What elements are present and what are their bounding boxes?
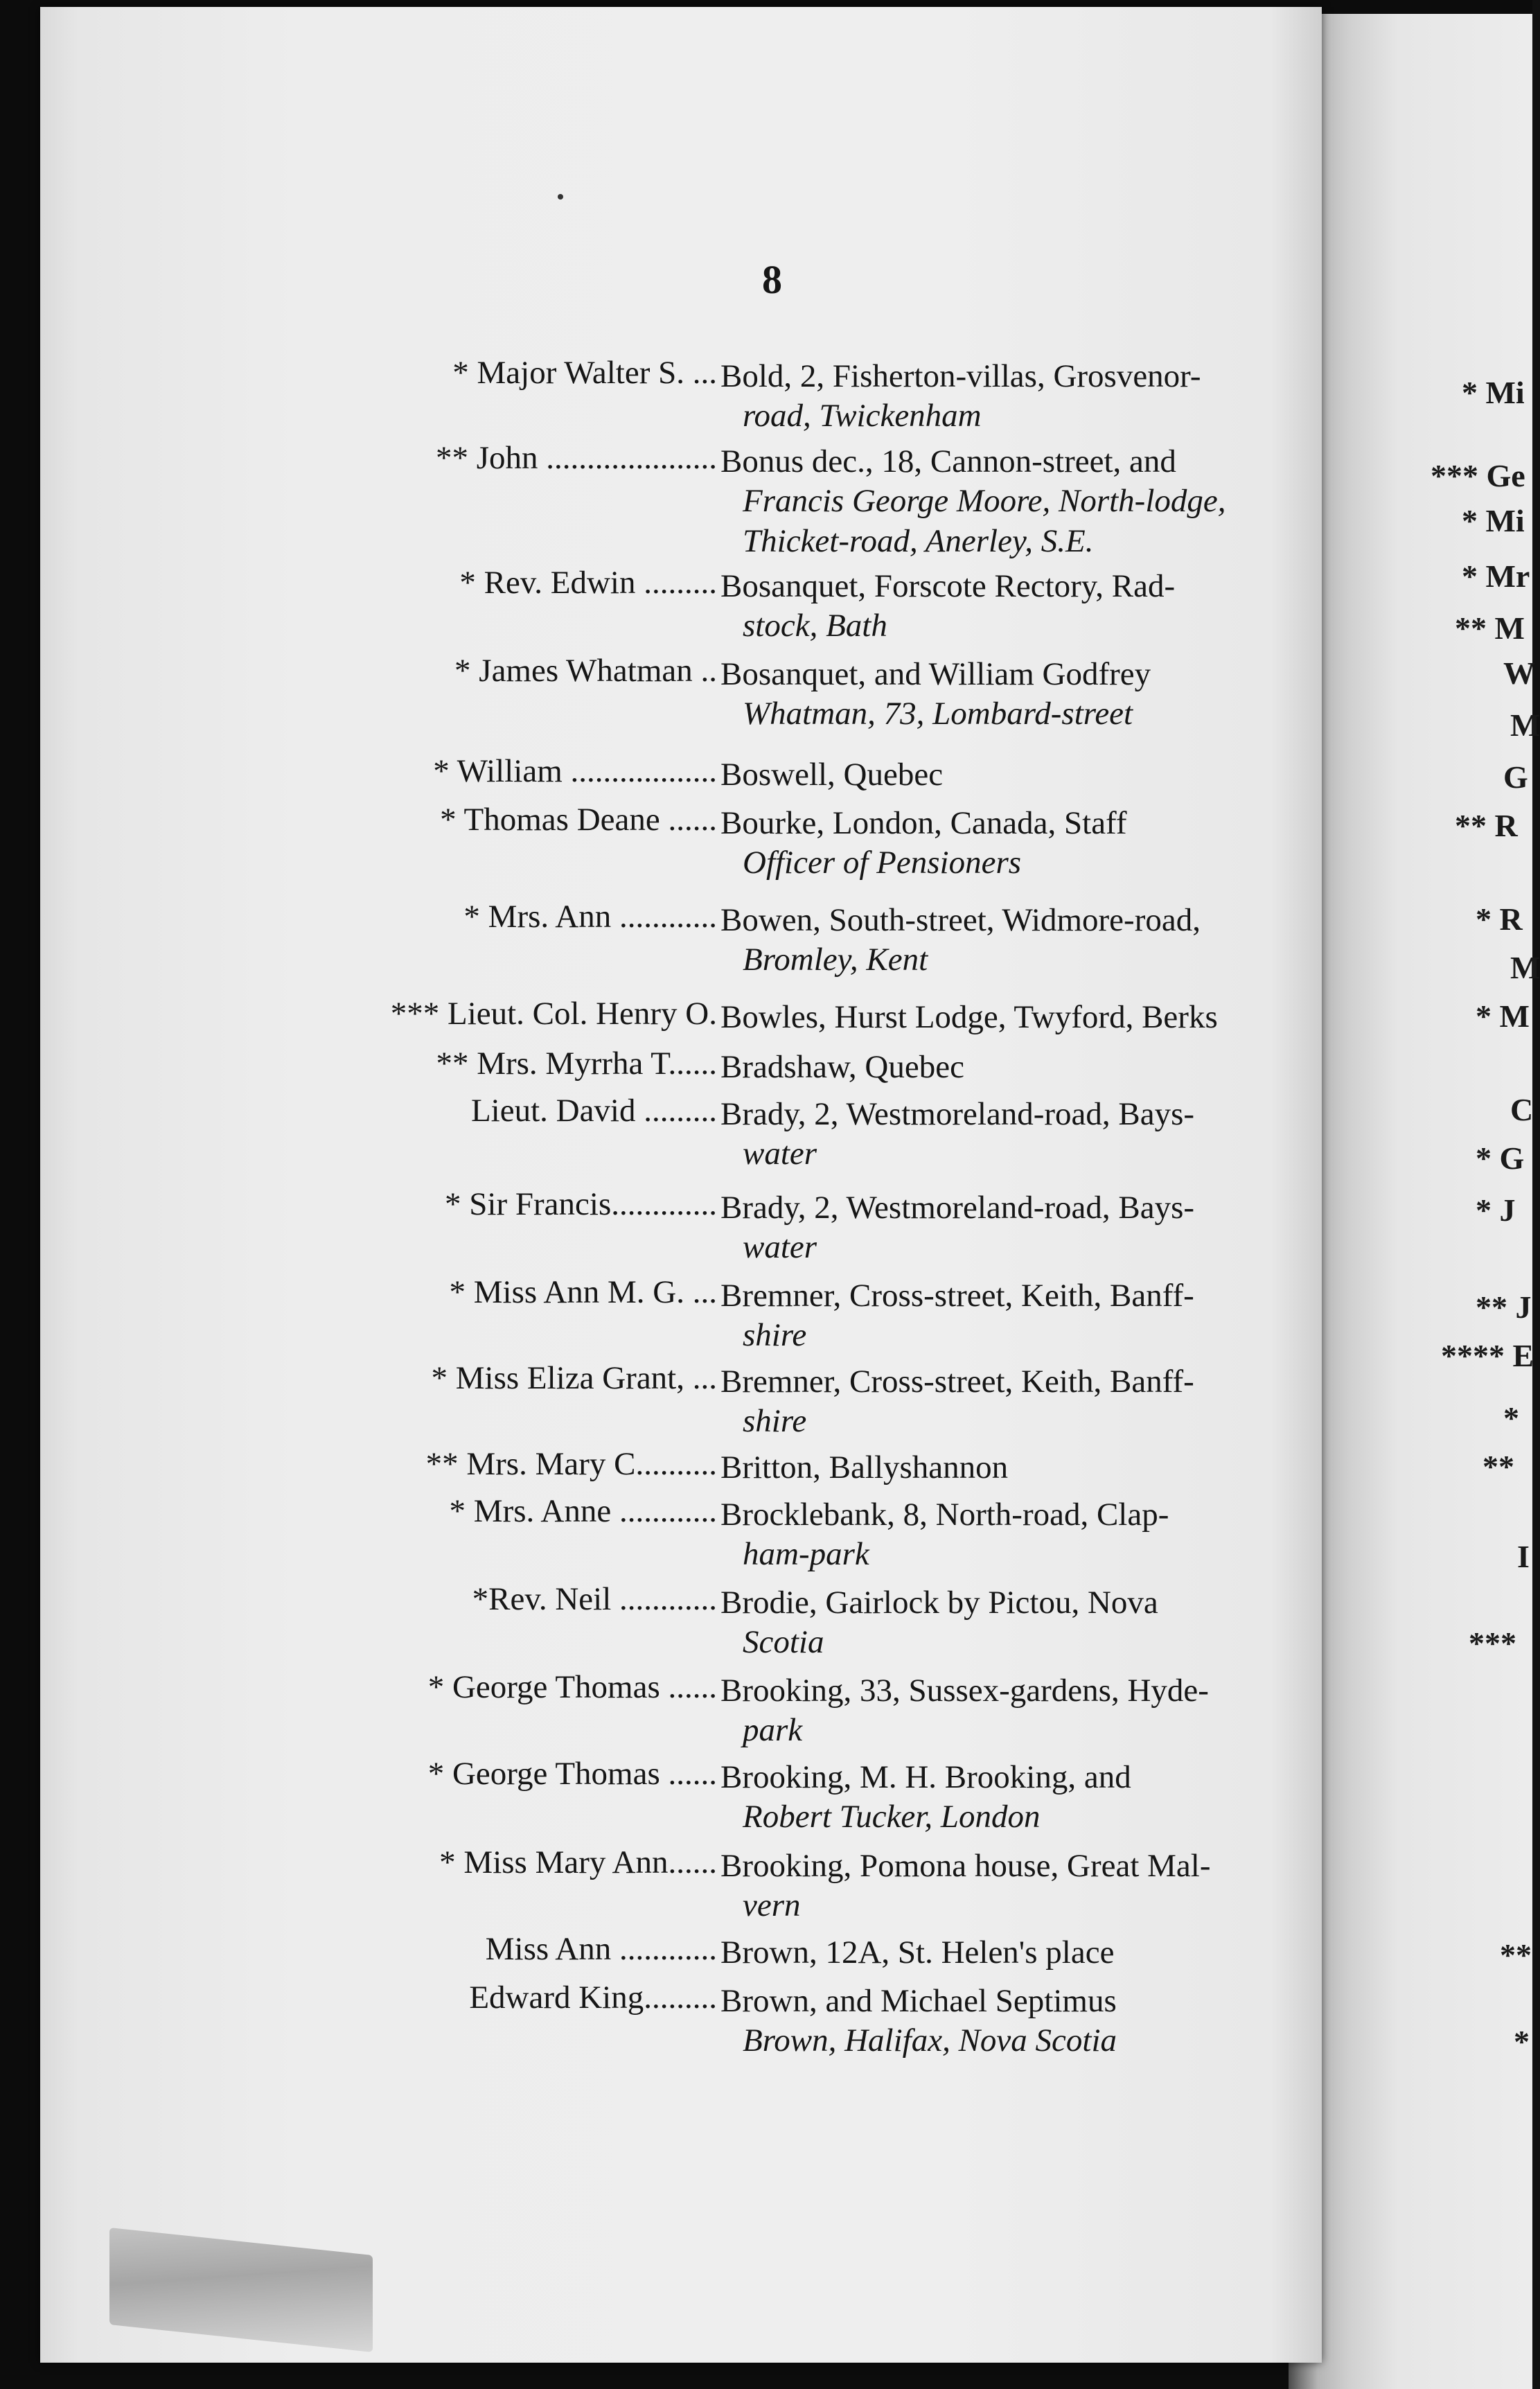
given-name: * Miss Mary Ann...... [439, 1844, 717, 1880]
address-line: Brown, and Michael Septimus [720, 1983, 1117, 2019]
given-name: * George Thomas ...... [427, 1669, 717, 1705]
given-name: * George Thomas ...... [427, 1756, 717, 1792]
address-line: Brown, 12A, St. Helen's place [720, 1934, 1115, 1971]
surname-address [720, 1846, 1289, 1926]
next-page-fragment: * R [1476, 901, 1523, 937]
next-page-fragment: * [1514, 2024, 1530, 2059]
surname-address [720, 1095, 1289, 1174]
address-line: Whatman, 73, Lombard-street [743, 696, 1133, 732]
surname-address [720, 1495, 1289, 1575]
surname-address [720, 1982, 1289, 2061]
address-line: park [743, 1712, 803, 1749]
next-page-fragment: * [1503, 1400, 1519, 1436]
address-line: Bromley, Kent [743, 942, 928, 978]
address-line: Thicket-road, Anerley, S.E. [743, 522, 1094, 559]
address-line: ham-park [743, 1536, 869, 1573]
given-name: ** Mrs. Mary C.......... [425, 1446, 717, 1482]
surname-address [720, 901, 1289, 980]
given-name: ** Mrs. Myrrha T...... [436, 1046, 717, 1082]
given-name: * Sir Francis............. [445, 1186, 717, 1222]
address-line: Bowen, South-street, Widmore-road, [720, 902, 1201, 938]
next-page-fragment: M [1510, 950, 1540, 985]
next-page-fragment: * J [1476, 1192, 1516, 1228]
surname-address [720, 1758, 1289, 1837]
address-line: road, Twickenham [743, 398, 982, 434]
address-line: Britton, Ballyshannon [720, 1449, 1009, 1486]
given-name: * Miss Ann M. G. ... [449, 1274, 717, 1310]
surname-address [720, 1671, 1289, 1751]
address-line: Brooking, 33, Sussex-gardens, Hyde- [720, 1673, 1209, 1709]
next-page-fragment: **** E [1441, 1338, 1534, 1373]
given-name: * William .................. [433, 753, 717, 789]
address-line: Boswell, Quebec [720, 757, 944, 793]
address-line: Scotia [743, 1624, 824, 1661]
next-page-fragment: ** M [1455, 610, 1525, 646]
address-line: Bremner, Cross-street, Keith, Banff- [720, 1364, 1194, 1400]
address-line: Bosanquet, Forscote Rectory, Rad- [720, 568, 1176, 604]
address-line: Brocklebank, 8, North-road, Clap- [720, 1497, 1169, 1533]
address-line: Brodie, Gairlock by Pictou, Nova [720, 1585, 1158, 1621]
address-line: Brown, Halifax, Nova Scotia [743, 2022, 1117, 2059]
surname-address [720, 567, 1289, 646]
given-name: ** John ..................... [435, 440, 717, 476]
next-page-fragment: I [1517, 1539, 1530, 1574]
given-name: * Mrs. Anne ............ [449, 1493, 717, 1529]
given-name: * Rev. Edwin ......... [459, 565, 717, 601]
given-name: Miss Ann ............ [485, 1931, 717, 1967]
given-name: * Thomas Deane ...... [440, 802, 717, 838]
address-line: Brooking, Pomona house, Great Mal- [720, 1848, 1211, 1884]
next-page-fragment: ** R [1455, 808, 1518, 843]
next-page-fragment: G [1503, 759, 1528, 795]
next-page-fragment: C [1510, 1092, 1534, 1127]
surname-address [720, 442, 1289, 561]
surname-address [720, 998, 1289, 1037]
given-name: *Rev. Neil ............ [472, 1581, 717, 1617]
address-line: stock, Bath [743, 608, 887, 644]
surname-address [720, 655, 1289, 734]
next-page-fragment: * M [1476, 998, 1530, 1034]
address-line: shire [743, 1317, 807, 1354]
given-name: Edward King......... [469, 1980, 717, 2016]
address-line: Bradshaw, Quebec [720, 1049, 964, 1085]
next-page-fragment: * Mi [1462, 503, 1525, 538]
surname-address [720, 755, 1289, 795]
address-line: water [743, 1136, 817, 1172]
next-page-fragment: ** J [1476, 1289, 1532, 1325]
next-page-fragment: * Mi [1462, 375, 1525, 410]
given-name: * Miss Eliza Grant, ... [431, 1360, 717, 1396]
address-line: Bonus dec., 18, Cannon-street, and [720, 443, 1176, 479]
surname-address [720, 1933, 1289, 1973]
given-name: Lieut. David ......... [470, 1093, 717, 1129]
next-page-fragment: * Mr [1462, 558, 1530, 594]
next-page-fragment: W [1503, 655, 1535, 691]
surname-address [720, 1583, 1289, 1663]
address-line: Francis George Moore, North-lodge, [743, 483, 1226, 520]
surname-address [720, 1362, 1289, 1442]
address-line: Bold, 2, Fisherton-villas, Grosvenor- [720, 358, 1201, 394]
given-name: * James Whatman .. [454, 653, 717, 689]
given-name: * Major Walter S. ... [452, 355, 717, 391]
next-page-fragment: *** Ge [1431, 458, 1525, 493]
address-line: Robert Tucker, London [743, 1799, 1041, 1835]
surname-address [720, 804, 1289, 883]
given-name: * Mrs. Ann ............ [463, 899, 717, 935]
address-line: Officer of Pensioners [743, 845, 1022, 881]
next-page-fragment: * G [1476, 1140, 1525, 1176]
surname-address [720, 357, 1289, 437]
address-line: Bremner, Cross-street, Keith, Banff- [720, 1278, 1194, 1314]
address-line: Bourke, London, Canada, Staff [720, 805, 1127, 841]
surname-address [720, 1188, 1289, 1268]
address-line: shire [743, 1403, 807, 1440]
address-line: water [743, 1229, 817, 1266]
address-line: Bosanquet, and William Godfrey [720, 656, 1151, 692]
address-line: Bowles, Hurst Lodge, Twyford, Berks [720, 999, 1218, 1035]
next-page-fragment: ** [1483, 1449, 1514, 1484]
next-page-fragment: *** [1469, 1625, 1516, 1661]
address-line: vern [743, 1887, 801, 1924]
surname-address [720, 1276, 1289, 1356]
surname-address [720, 1048, 1289, 1087]
address-line: Brooking, M. H. Brooking, and [720, 1759, 1131, 1795]
next-page-fragment: ** [1500, 1937, 1532, 1973]
address-line: Brady, 2, Westmoreland-road, Bays- [720, 1190, 1195, 1226]
address-line: Brady, 2, Westmoreland-road, Bays- [720, 1096, 1195, 1132]
given-name: *** Lieut. Col. Henry O. [390, 996, 717, 1032]
page-number: 8 [762, 257, 782, 302]
next-page-fragment: M [1510, 707, 1540, 743]
surname-address [720, 1448, 1289, 1488]
